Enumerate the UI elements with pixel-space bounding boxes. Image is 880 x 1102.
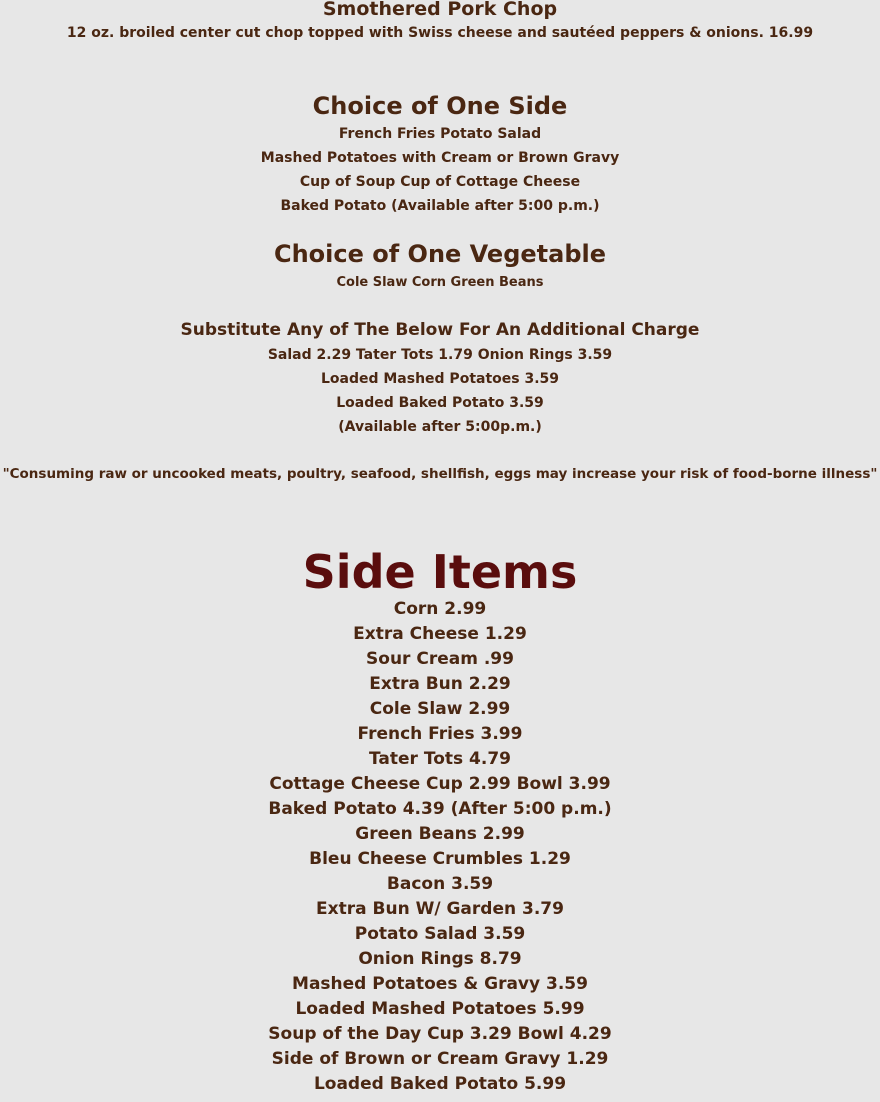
- side-item: Corn 2.99: [393, 599, 487, 619]
- side-item: Extra Bun 2.29: [369, 674, 511, 694]
- side-item: Bacon 3.59: [386, 874, 494, 894]
- side-item: Cole Slaw 2.99: [369, 699, 511, 719]
- side-item: Bleu Cheese Crumbles 1.29: [309, 849, 571, 869]
- side-item: Sour Cream .99: [366, 649, 514, 669]
- side-item: Baked Potato 4.39 (After 5:00 p.m.): [268, 799, 612, 819]
- substitute-line-1: Salad 2.29 Tater Tots 1.79 Onion Rings 3.59: [267, 347, 613, 363]
- side-item: Potato Salad 3.59: [354, 924, 526, 944]
- side-item: Tater Tots 4.79: [369, 749, 511, 769]
- side-item: Cottage Cheese Cup 2.99 Bowl 3.99: [269, 774, 611, 794]
- substitute-line-3: Loaded Baked Potato 3.59: [336, 395, 544, 411]
- substitute-heading: Substitute Any of The Below For An Additional Charge: [180, 320, 700, 340]
- pork-chop-description: 12 oz. broiled center cut chop topped with Swiss cheese and sautéed peppers & onions. 16.99: [66, 25, 814, 41]
- substitute-line-4: (Available after 5:00p.m.): [338, 419, 542, 435]
- pork-chop-title: Smothered Pork Chop: [322, 0, 558, 20]
- side-item: Loaded Mashed Potatoes 5.99: [295, 999, 585, 1019]
- side-item: Extra Cheese 1.29: [353, 624, 527, 644]
- sides-line-4: Baked Potato (Available after 5:00 p.m.): [280, 198, 600, 214]
- side-item: Loaded Baked Potato 5.99: [313, 1074, 567, 1094]
- sides-line-2: Mashed Potatoes with Cream or Brown Gravy: [260, 150, 620, 166]
- sides-line-3: Cup of Soup Cup of Cottage Cheese: [299, 174, 581, 190]
- side-item: Onion Rings 8.79: [358, 949, 522, 969]
- side-item: French Fries 3.99: [357, 724, 523, 744]
- side-item: Soup of the Day Cup 3.29 Bowl 4.29: [268, 1024, 612, 1044]
- sides-line-1: French Fries Potato Salad: [338, 126, 542, 142]
- side-item: Green Beans 2.99: [355, 824, 525, 844]
- food-safety-disclaimer: "Consuming raw or uncooked meats, poultry, seafood, shellfish, eggs may increase your risk of food-borne illness": [2, 466, 878, 482]
- side-item: Mashed Potatoes & Gravy 3.59: [292, 974, 588, 994]
- side-items-heading: Side Items: [302, 545, 578, 599]
- vegetables-line: Cole Slaw Corn Green Beans: [336, 275, 544, 290]
- side-item: Side of Brown or Cream Gravy 1.29: [271, 1049, 609, 1069]
- substitute-line-2: Loaded Mashed Potatoes 3.59: [320, 371, 560, 387]
- side-items-list: [0, 598, 880, 1098]
- vegetables-heading: Choice of One Vegetable: [273, 240, 607, 268]
- sides-heading: Choice of One Side: [312, 92, 568, 120]
- side-item: Extra Bun W/ Garden 3.79: [316, 899, 564, 919]
